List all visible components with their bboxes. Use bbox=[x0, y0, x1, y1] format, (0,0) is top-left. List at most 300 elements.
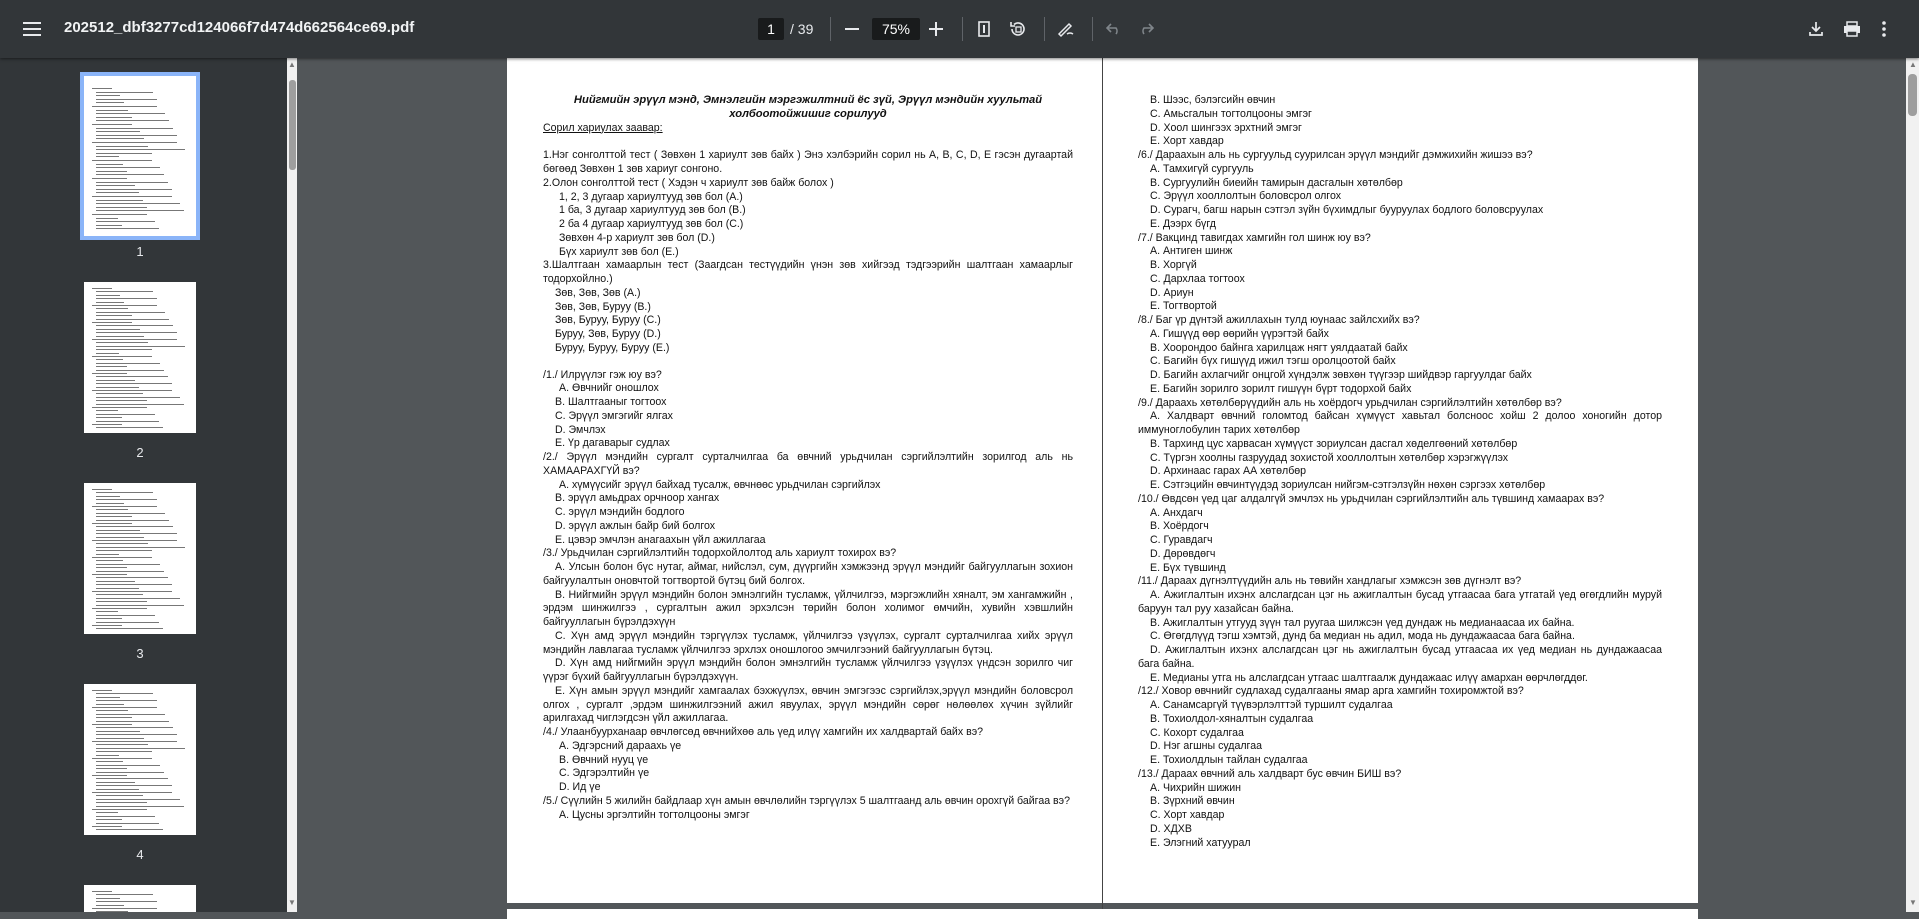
thumbnail-text-line bbox=[92, 489, 112, 490]
thumbnail-text-line bbox=[92, 724, 132, 725]
main-scroll-down-arrow-icon[interactable]: ▼ bbox=[1909, 898, 1917, 907]
doc-line: Зөв, Зөв, Буруу (B.) bbox=[555, 300, 651, 313]
thumbnail-text-line bbox=[96, 727, 173, 728]
thumbnail-text-line bbox=[96, 359, 123, 360]
thumbnail-text-line bbox=[96, 894, 153, 895]
thumbnail-text-line bbox=[96, 117, 132, 118]
thumbnail-text-line bbox=[96, 901, 157, 902]
thumbnail-text-line bbox=[96, 526, 173, 527]
doc-line: B. Ажиглалтын утгууд зүүн тал руугаа шилжсэн үед дундаж нь медианаасаа их байна. bbox=[1150, 616, 1575, 629]
doc-line: D. Ажиглалтын ихэнх алслагдсан цэг нь ажиглалтын бусад утгаасаа их үед медиан нь дундажаасаа бага байна. bbox=[1138, 644, 1662, 670]
thumbnail-text-line bbox=[96, 618, 122, 619]
doc-line: B. Хоёрдогч bbox=[1150, 520, 1209, 533]
doc-line bbox=[543, 356, 1073, 369]
scroll-down-arrow-icon[interactable]: ▼ bbox=[288, 898, 296, 907]
thumbnail-text-line bbox=[96, 601, 147, 602]
thumbnail-text-line bbox=[96, 898, 120, 899]
thumbnail-text-line bbox=[96, 319, 169, 320]
thumbnail-text-line bbox=[96, 417, 122, 418]
doc-line: /3./ Урьдчилан сэргийлэлтийн тодорхойлолтод аль хариулт тохирох вэ? bbox=[543, 547, 897, 560]
thumbnail-text-line bbox=[96, 427, 163, 428]
fit-page-icon[interactable] bbox=[966, 11, 1002, 47]
thumbnail-text-line bbox=[96, 905, 124, 906]
thumbnail-text-line bbox=[92, 407, 147, 408]
doc-line: A. Өвчнийг оношлох bbox=[559, 382, 659, 395]
thumbnail-text-line bbox=[96, 376, 168, 377]
thumbnail-text-line bbox=[96, 218, 118, 219]
thumbnail-text-line bbox=[96, 550, 152, 551]
page-right-column bbox=[1138, 94, 1662, 850]
zoom-level-input[interactable] bbox=[872, 18, 920, 40]
doc-line: E. Үр дагаварыг судлах bbox=[555, 437, 670, 450]
thumbnail-text-line bbox=[96, 537, 144, 538]
thumbnail-text-line bbox=[96, 363, 160, 364]
thumbnail-text-line bbox=[92, 142, 177, 143]
doc-line: D. Ид үе bbox=[559, 781, 601, 793]
thumbnail-text-line bbox=[96, 135, 177, 136]
thumbnail-text-line bbox=[96, 102, 124, 103]
thumbnail-text-line bbox=[96, 329, 140, 330]
doc-line: D. Хүн амд нийгмийн эрүүл мэндийн болон эмнэлгийн тусламж үйлчилгээ үзүүлэх үндсэн зорилго чиг үүрэг бүхий байгууллагын бүрэлдэхүүн. bbox=[543, 657, 1073, 683]
thumbnail-text-line bbox=[96, 611, 118, 612]
thumbnail-text-line bbox=[92, 891, 112, 892]
thumbnail-text-line bbox=[96, 171, 127, 172]
doc-line: D. Нэг агшны судалгаа bbox=[1150, 740, 1262, 753]
thumbnail-text-line bbox=[96, 346, 185, 347]
thumbnail-text-line bbox=[92, 160, 152, 161]
thumbnail-sidebar bbox=[0, 58, 297, 912]
thumbnail-text-line bbox=[96, 605, 184, 606]
page-left-column bbox=[543, 94, 1073, 822]
doc-line: Буруу, Буруу, Буруу (E.) bbox=[555, 341, 670, 354]
thumbnail-text-line bbox=[96, 765, 160, 766]
zoom-out-icon[interactable] bbox=[834, 11, 870, 47]
thumbnail-text-line bbox=[96, 812, 118, 813]
doc-line: C. Кохорт судалгаа bbox=[1150, 726, 1244, 739]
doc-line: E. Медианы утга нь алслагдсан утгаас шалтгаалж дундажаас илүү амархан өөрчлөгддөг. bbox=[1150, 671, 1588, 684]
thumbnail-text-line bbox=[92, 390, 172, 391]
thumbnail-text-line bbox=[96, 210, 184, 211]
thumbnail-text-line bbox=[96, 496, 120, 497]
doc-line: /4./ Улаанбуурханаар өвчлөгсөд өвчнийхөө аль үед илүү хамгийн их халдвартай байх вэ? bbox=[543, 726, 984, 738]
thumbnail-text-line bbox=[96, 513, 165, 514]
thumbnail-text-line bbox=[96, 383, 172, 384]
thumbnail-text-line bbox=[96, 312, 165, 313]
thumbnail-text-line bbox=[96, 503, 124, 504]
main-scroll-up-arrow-icon[interactable]: ▲ bbox=[1909, 60, 1917, 69]
doc-line: 1 ба, 3 дугаар хариултууд зөв бол (B.) bbox=[559, 204, 746, 217]
thumbnail-text-line bbox=[96, 564, 160, 565]
thumbnail-text-line bbox=[96, 342, 148, 343]
doc-line: /11./ Дараах дүгнэлтүүдийн аль нь төвийн хандлагыг хэмжсэн зөв дүгнэлт вэ? bbox=[1138, 575, 1522, 588]
zoom-in-icon[interactable] bbox=[918, 11, 954, 47]
thumbnail-text-line bbox=[92, 106, 157, 107]
redo-icon[interactable] bbox=[1128, 11, 1164, 47]
doc-line: E. Хүн амын эрүүл мэндийг хамгаалах бэхжүүлэх, өвчин эмгэгээс сэргийлэх,эрүүл мэндийн боловсрол олгох , сургалт ,эрдэм шинжилгээний ажил явуулах, эрүүл мэндийн сөрөг нөлөөлөх хүчин зүйлийг арилгахад чиглэгдсэн үйл ажиллагаа. bbox=[543, 684, 1073, 725]
doc-line: /6./ Дараахын аль нь сургуульд суурилсан эрүүл мэндийг дэмжихийн жишээ вэ? bbox=[1138, 149, 1533, 161]
pdf-toolbar bbox=[0, 0, 1919, 58]
thumbnail-text-line bbox=[96, 370, 164, 371]
doc-line: A. Цусны эргэлтийн тогтолцооны эмгэг bbox=[559, 808, 750, 821]
doc-line: A. Чихрийн шижин bbox=[1150, 781, 1242, 794]
thumbnail-text-line bbox=[96, 598, 180, 599]
thumbnail-text-line bbox=[96, 298, 157, 299]
doc-line: C. Эдгэрэлтийн үе bbox=[559, 767, 650, 780]
thumbnail-text-line bbox=[96, 751, 152, 752]
thumbnail-text-line bbox=[96, 581, 135, 582]
doc-line: A. Санамсаргүй түүвэрлэлттэй туршилт судалгаа bbox=[1150, 699, 1393, 711]
menu-icon[interactable] bbox=[14, 11, 50, 47]
thumbnail-page-3[interactable] bbox=[84, 483, 196, 634]
thumbnail-page-4[interactable] bbox=[84, 684, 196, 835]
thumbnail-text-line bbox=[96, 704, 124, 705]
thumbnail-text-line bbox=[92, 625, 122, 626]
doc-line: A. Тамхигүй сургууль bbox=[1150, 162, 1254, 175]
doc-line: A. Гишүүд өөр өөрийн үүрэгтэй байх bbox=[1150, 327, 1329, 340]
thumbnail-text-line bbox=[96, 421, 159, 422]
thumbnail-text-line bbox=[96, 823, 159, 824]
doc-line: E. Сэтгэцийн өвчинтүүдэд зориулсан нийгэм-сэтгэлзүйн нөхөн сэргээх хөтөлбөр bbox=[1150, 479, 1546, 491]
doc-line: E. Элэгний хатуурал bbox=[1150, 836, 1251, 849]
thumbnail-text-line bbox=[92, 557, 152, 558]
thumbnail-text-line bbox=[92, 809, 147, 810]
thumbnail-text-line bbox=[96, 802, 147, 803]
scroll-up-arrow-icon[interactable]: ▲ bbox=[288, 60, 296, 69]
thumbnail-text-line bbox=[92, 707, 157, 708]
thumbnail-text-line bbox=[92, 506, 157, 507]
thumbnail-text-line bbox=[96, 761, 123, 762]
thumbnail-text-line bbox=[96, 721, 169, 722]
doc-line: E. Тохиолдлын тайлан судалгаа bbox=[1150, 754, 1308, 766]
thumbnail-text-line bbox=[96, 806, 184, 807]
thumbnail-page-2[interactable] bbox=[84, 282, 196, 433]
thumbnail-page-1[interactable] bbox=[84, 76, 196, 236]
doc-line: Сорил хариулах заавар: bbox=[543, 121, 663, 134]
doc-line: E. Багийн зорилго зорилт гишүүн бүрт тодорхой байх bbox=[1150, 382, 1412, 395]
doc-line: C. Эрүүл хооллолтын боловсрол олгох bbox=[1150, 190, 1342, 203]
page-number-input[interactable] bbox=[758, 18, 784, 40]
thumbnail-text-line bbox=[96, 387, 139, 388]
page-total: / 39 bbox=[790, 21, 814, 37]
main-scrollbar[interactable] bbox=[1906, 58, 1919, 912]
doc-line: B. Нийгмийн эрүүл мэндийн болон эмнэлгийн тусламж, үйлчилгээ, мэргэжлийн хяналт, эм хангамжийн , эрдэм шинжилгээ , сургалтын ажил эрхэлсэн төрийн болон холимог өмчийн, хувийн хэвшлийн байгууллагын бүрэлдэхүүн bbox=[543, 588, 1073, 628]
doc-line: Зөвхөн 4-р хариулт зөв бол (D.) bbox=[559, 231, 715, 244]
toolbar-separator bbox=[1092, 17, 1093, 41]
doc-line: A. Улсын болон бүс нутаг, аймаг, нийслэл, сум, дүүргийн хэмжээнд эрүүл мэндийг байгууллагын зохион байгуулалтын оновчтой тогтвортой бүтэц бий болгох. bbox=[543, 561, 1073, 587]
thumbnail-text-line bbox=[96, 221, 155, 222]
thumbnail-text-line bbox=[96, 509, 128, 510]
thumbnail-text-line bbox=[96, 499, 157, 500]
thumbnail-text-line bbox=[96, 697, 120, 698]
thumbnail-text-line bbox=[96, 397, 180, 398]
thumbnail-text-line bbox=[92, 424, 122, 425]
thumbnail-text-line bbox=[96, 492, 153, 493]
thumbnail-text-line bbox=[96, 366, 127, 367]
thumbnail-text-line bbox=[92, 792, 172, 793]
doc-line: C. Түргэн хоолны газруудад зохистой хооллолтын хөтөлбөр хэрэгжүүлэх bbox=[1150, 451, 1509, 464]
doc-line: B. Шалтгааныг тогтоох bbox=[555, 396, 667, 408]
thumbnail-text-line bbox=[92, 322, 132, 323]
thumbnail-text-line bbox=[96, 325, 173, 326]
doc-line: D. Хоол шингээх эрхтний эмгэг bbox=[1150, 121, 1302, 134]
thumbnail-text-line bbox=[92, 339, 177, 340]
thumbnail-text-line bbox=[96, 700, 157, 701]
doc-line: C. Өгөгдлүүд тэгш хэмтэй, дунд ба медиан нь адил, мода нь дундажаасаа бага байна. bbox=[1150, 630, 1575, 643]
doc-line: E. Бүх түвшинд bbox=[1150, 561, 1226, 574]
thumbnail-text-line bbox=[92, 758, 152, 759]
doc-line: E. Хорт хавдар bbox=[1150, 135, 1224, 148]
thumbnail-text-line bbox=[96, 113, 165, 114]
thumbnail-text-line bbox=[92, 540, 177, 541]
doc-line: D. Ариун bbox=[1150, 286, 1194, 299]
doc-line: A. Анхдагч bbox=[1150, 506, 1203, 519]
doc-line: B. Сургуулийн биеийн тамирын дасгалын хөтөлбөр bbox=[1150, 176, 1403, 189]
thumbnail-text-line bbox=[96, 819, 122, 820]
toolbar-separator bbox=[1044, 17, 1045, 41]
thumbnail-text-line bbox=[96, 120, 169, 121]
thumbnail-text-line bbox=[92, 775, 127, 776]
thumbnail-text-line bbox=[96, 414, 155, 415]
thumbnail-text-line bbox=[96, 622, 159, 623]
thumbnail-text-line bbox=[92, 178, 127, 179]
thumbnail-text-line bbox=[96, 816, 155, 817]
doc-line: D. эрүүл ажлын байр бий болгох bbox=[555, 519, 716, 532]
doc-line: 1.Нэг сонголттой тест ( Зөвхөн 1 хариулт зөв байх ) Энэ хэлбэрийн сорил нь A, B, C, D, E гэсэн дугаартай бөгөөд Зөвхөн 1 зөв хариуг сонгоно. bbox=[543, 149, 1073, 175]
thumbnail-text-line bbox=[96, 748, 185, 749]
thumbnail-text-line bbox=[96, 594, 143, 595]
thumbnail-text-line bbox=[96, 167, 160, 168]
doc-line: Бүх хариулт зөв бол (E.) bbox=[559, 245, 679, 258]
thumbnail-text-line bbox=[96, 192, 139, 193]
doc-line: B. Хоорондоо байнга харилцаж нягт уялдаатай байх bbox=[1150, 341, 1408, 354]
thumbnail-text-line bbox=[92, 690, 112, 691]
doc-line: /10./ Өвдсөн үед цаг алдалгүй эмчлэх нь урьдчилан сэргийлэлтийн аль түвшинд хамаарах вэ? bbox=[1138, 492, 1605, 505]
thumbnail-label: 4 bbox=[136, 847, 144, 862]
thumbnail-text-line bbox=[96, 530, 140, 531]
doc-line: C. Амьсгалын тогтолцооны эмгэг bbox=[1150, 107, 1312, 120]
doc-line: /13./ Дараах өвчний аль халдварт бус өвчин БИШ вэ? bbox=[1138, 767, 1402, 780]
thumbnail-text-line bbox=[96, 567, 127, 568]
thumbnail-text-line bbox=[96, 755, 119, 756]
sidebar-scrollbar-thumb[interactable] bbox=[289, 80, 296, 170]
thumbnail-text-line bbox=[96, 714, 165, 715]
thumbnail-text-line bbox=[96, 744, 148, 745]
thumbnail-text-line bbox=[96, 789, 139, 790]
doc-line: D. Багийн ахлагчийг онцгой хүндэлж зөвхөн түүгээр шийдвэр гаргуулдаг байх bbox=[1150, 369, 1532, 381]
doc-line: D. Архинаас гарах АА хөтөлбөр bbox=[1150, 465, 1307, 478]
thumbnail-text-line bbox=[96, 554, 119, 555]
document-title: 202512_dbf3277cd124066f7d474d662564ce69.pdf bbox=[64, 19, 415, 36]
thumbnail-text-line bbox=[96, 772, 164, 773]
thumbnail-label: 2 bbox=[136, 445, 144, 460]
thumbnail-text-line bbox=[96, 203, 180, 204]
toolbar-separator bbox=[962, 17, 963, 41]
doc-line: 2.Олон сонголттой тест ( Хэдэн ч хариулт зөв байж болох ) bbox=[543, 176, 834, 189]
thumbnail-text-line bbox=[96, 785, 172, 786]
thumbnail-text-line bbox=[96, 799, 180, 800]
doc-line: /1./ Илрүүлэг гэж юу вэ? bbox=[543, 368, 662, 381]
thumbnail-text-line bbox=[96, 332, 177, 333]
thumbnail-label: 1 bbox=[136, 244, 144, 259]
thumbnail-text-line bbox=[96, 533, 177, 534]
doc-line: Буруу, Зөв, Буруу (D.) bbox=[555, 328, 661, 340]
thumbnail-text-line bbox=[96, 520, 169, 521]
doc-line: 3.Шалтгаан хамаарлын тест (Заагдсан тестүүдийн үнэн зөв хийгээд тэдгээрийн шалтгаан хамаарлыг тодорхойлно.) bbox=[543, 259, 1073, 285]
thumbnail-text-line bbox=[96, 164, 123, 165]
thumbnail-text-line bbox=[96, 336, 144, 337]
thumbnail-text-line bbox=[92, 908, 157, 909]
thumbnail-text-line bbox=[96, 131, 140, 132]
doc-line: B. Хоргүй bbox=[1150, 259, 1197, 271]
thumbnail-text-line bbox=[96, 795, 143, 796]
thumbnail-text-line bbox=[96, 95, 120, 96]
doc-line: Зөв, Зөв, Зөв (A.) bbox=[555, 286, 641, 299]
doc-line: B. эрүүл амьдрах орчноор хангах bbox=[555, 492, 720, 505]
annotate-icon[interactable] bbox=[1048, 11, 1084, 47]
thumbnail-text-line bbox=[96, 584, 172, 585]
doc-line: B. Өвчний нууц үе bbox=[559, 753, 649, 766]
doc-line: C. Эрүүл эмгэгийг ялгах bbox=[555, 409, 673, 422]
thumbnail-text-line bbox=[96, 560, 123, 561]
thumbnail-text-line bbox=[96, 380, 135, 381]
thumbnail-text-line bbox=[96, 410, 118, 411]
thumbnail-text-line bbox=[96, 185, 135, 186]
rotate-icon[interactable] bbox=[1000, 11, 1036, 47]
doc-line: C. Гуравдагч bbox=[1150, 534, 1213, 546]
thumbnail-text-line bbox=[96, 400, 147, 401]
thumbnail-text-line bbox=[92, 305, 157, 306]
doc-line: 2 ба 4 дугаар хариултууд зөв бол (C.) bbox=[559, 218, 744, 230]
thumbnail-text-line bbox=[92, 741, 177, 742]
document-heading: Нийгмийн эрүүл мэнд, Эмнэлгийн мэргэжилтний ёс зүй, Эрүүл мэндийн хуультай холбоотойжишиг сорилууд bbox=[573, 94, 1043, 120]
doc-line: /2./ Эрүүл мэндийн сургалт сурталчилгаа ба өвчний урьдчилан сэргийлэлтийн зорилгод аль нь ХАМААРАХГҮЙ вэ? bbox=[543, 451, 1073, 477]
thumbnail-text-line bbox=[92, 196, 172, 197]
doc-line: B. Тархинд цус харвасан хүмүүст зориулсан дасгал хөделгөөний хөтөлбөр bbox=[1150, 437, 1518, 450]
thumbnail-text-line bbox=[96, 189, 172, 190]
thumbnail-label: 3 bbox=[136, 646, 144, 661]
thumbnail-text-line bbox=[96, 731, 140, 732]
doc-line: B. Шээс, бэлэгсийн өвчин bbox=[1150, 94, 1276, 106]
thumbnail-text-line bbox=[96, 768, 127, 769]
thumbnail-text-line bbox=[96, 717, 132, 718]
thumbnail-text-line bbox=[96, 302, 124, 303]
thumbnail-text-line bbox=[96, 543, 148, 544]
thumbnail-text-line bbox=[96, 182, 168, 183]
thumbnail-text-line bbox=[92, 591, 172, 592]
doc-line: /12./ Ховор өвчнийг судлахад судалгааны ямар арга хамгийн тохиромжтой вэ? bbox=[1138, 685, 1524, 698]
thumbnail-text-line bbox=[96, 393, 143, 394]
download-icon[interactable] bbox=[1798, 11, 1834, 47]
thumbnail-text-line bbox=[92, 608, 147, 609]
thumbnail-text-line bbox=[96, 734, 177, 735]
thumbnail-text-line bbox=[96, 99, 157, 100]
thumbnail-text-line bbox=[96, 156, 119, 157]
thumbnail-text-line bbox=[96, 738, 144, 739]
thumbnail-text-line bbox=[96, 225, 122, 226]
doc-line: E. Дээрх бүгд bbox=[1150, 217, 1216, 230]
doc-line: /7./ Вакцинд тавигдах хамгийн гол шинж юу вэ? bbox=[1138, 231, 1371, 244]
thumbnail-text-line bbox=[92, 88, 112, 89]
thumbnail-text-line bbox=[96, 628, 163, 629]
thumbnail-text-line bbox=[96, 291, 153, 292]
thumbnail-text-line bbox=[96, 349, 152, 350]
thumbnail-text-line bbox=[96, 315, 132, 316]
thumbnail-text-line bbox=[96, 92, 153, 93]
thumbnail-text-line bbox=[96, 174, 164, 175]
thumbnail-text-line bbox=[92, 288, 112, 289]
thumbnail-text-line bbox=[96, 153, 152, 154]
toolbar-separator bbox=[830, 17, 831, 41]
thumbnail-text-line bbox=[96, 404, 184, 405]
page-column-divider bbox=[1102, 58, 1103, 912]
doc-line: E. цэвэр эмчлэн анагаахын үйл ажиллагаа bbox=[555, 533, 766, 546]
thumbnail-text-line bbox=[92, 523, 132, 524]
thumbnail-text-line bbox=[92, 214, 147, 215]
thumbnail-text-line bbox=[96, 778, 168, 779]
print-icon[interactable] bbox=[1834, 11, 1870, 47]
doc-line: /5./ Сүүлийн 5 жилийн байдлаар хүн амын өвчлөлийн тэргүүлэх 5 шалтгаанд аль өвчин орохгүй байгаа вэ? bbox=[543, 794, 1070, 807]
doc-line: D. Эмчлэх bbox=[555, 423, 606, 436]
thumbnail-text-line bbox=[96, 146, 148, 147]
doc-line: A. Халдварт өвчний голомтод байсан хүмүүст хавьтал болсноос хойш 2 долоо хоногийн дотор иммуноглобулин тарих хөтөлбөр bbox=[1138, 410, 1662, 436]
doc-line: D. Сурагч, багш нарын сэтгэл зүйн бүхимдлыг бууруулах бодлого боловсруулах bbox=[1150, 204, 1544, 216]
doc-line: C. Дархлаа тогтоох bbox=[1150, 272, 1245, 285]
thumbnail-text-line bbox=[96, 615, 155, 616]
doc-line: C. Хорт хавдар bbox=[1150, 809, 1225, 821]
sidebar-scrollbar[interactable] bbox=[287, 58, 297, 912]
thumbnail-text-line bbox=[96, 138, 144, 139]
doc-line: /9./ Дараахь хөтөлбөрүүдийн аль нь хоёрдогч урьдчилан сэргийлэлтийн хөтөлбөр вэ? bbox=[1138, 396, 1562, 409]
thumbnail-page-5[interactable] bbox=[84, 885, 196, 912]
doc-line: Зөв, Буруу, Буруу (C.) bbox=[555, 314, 661, 327]
thumbnail-text-line bbox=[96, 128, 173, 129]
thumbnail-text-line bbox=[92, 574, 127, 575]
thumbnail-text-line bbox=[96, 693, 153, 694]
doc-line: /8./ Баг үр дүнтэй ажиллахын тулд юунаас зайлсхийх вэ? bbox=[1138, 314, 1420, 326]
thumbnail-text-line bbox=[96, 829, 163, 830]
doc-line: A. Ажиглалтын ихэнх алслагдсан цэг нь ажиглалтын бусад утгаасаа бага утгатай үед өгөгдлийн муруй баруун тал руу хазайсан байна. bbox=[1138, 589, 1662, 615]
thumbnail-text-line bbox=[96, 200, 143, 201]
more-vert-icon[interactable] bbox=[1866, 11, 1902, 47]
thumbnail-text-line bbox=[92, 373, 127, 374]
thumbnail-text-line bbox=[96, 110, 128, 111]
thumbnail-text-line bbox=[92, 356, 152, 357]
thumbnail-text-line bbox=[96, 710, 128, 711]
doc-line: C. эрүүл мэндийн бодлого bbox=[555, 506, 685, 518]
thumbnail-text-line bbox=[96, 547, 185, 548]
thumbnail-text-line bbox=[92, 124, 132, 125]
thumbnail-text-line bbox=[96, 588, 139, 589]
main-scrollbar-thumb[interactable] bbox=[1908, 74, 1917, 116]
thumbnail-text-line bbox=[96, 228, 159, 229]
doc-line: C. Хүн амд эрүүл мэндийн тэргүүлэх тусламж, үйлчилгээ үзүүлэх, сургалт сурталчилгаа хийх эрүүл мэндийн лавлагаа тусламж үйлчилгээ эрхлэх оношлогоо эмчилгээний байгууллагын бүтэц. bbox=[543, 629, 1073, 656]
doc-line: C. Багийн бүх гишүүд ижил тэгш оролцоотой байх bbox=[1150, 355, 1396, 368]
undo-icon[interactable] bbox=[1096, 11, 1132, 47]
doc-line: B. Тохиолдол-хяналтын судалгаа bbox=[1150, 712, 1314, 725]
doc-line: A. Антиген шинж bbox=[1150, 245, 1233, 258]
thumbnail-text-line bbox=[96, 149, 185, 150]
doc-line: A. Эдгэрсний дараахь үе bbox=[559, 739, 682, 752]
thumbnail-text-line bbox=[96, 308, 128, 309]
thumbnail-text-line bbox=[96, 207, 147, 208]
thumbnail-text-line bbox=[96, 571, 164, 572]
doc-line: D. Дөрөвдөгч bbox=[1150, 547, 1216, 560]
pdf-page-2 bbox=[507, 909, 1698, 919]
doc-line: B. Зүрхний өвчин bbox=[1150, 795, 1235, 808]
thumbnail-text-line bbox=[96, 516, 132, 517]
thumbnail-text-line bbox=[96, 353, 119, 354]
doc-line: E. Тогтвортой bbox=[1150, 300, 1217, 313]
